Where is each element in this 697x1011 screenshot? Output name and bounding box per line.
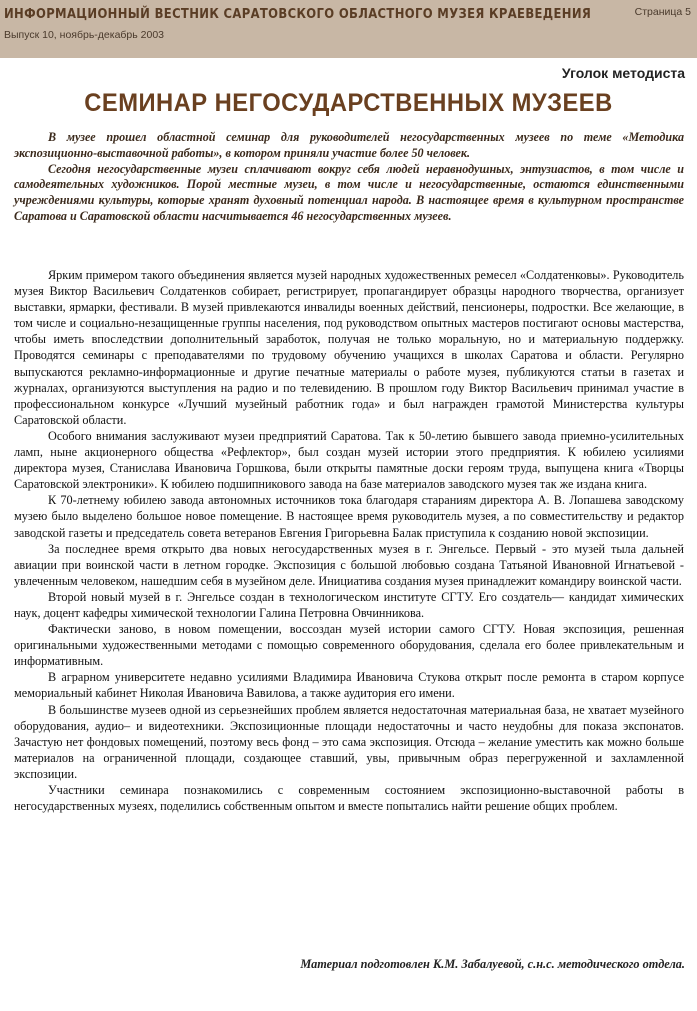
lead-paragraph: В музее прошел областной семинар для руководителей негосударственных музеев по теме «Методика экспозиционно-выставочной работы», в котором приняли участие более 50 человек.	[14, 130, 684, 160]
bulletin-title: ИНФОРМАЦИОННЫЙ ВЕСТНИК САРАТОВСКОГО ОБЛАСТНОГО МУЗЕЯ КРАЕВЕДЕНИЯ	[4, 6, 592, 22]
issue-info: Выпуск 10, ноябрь-декабрь 2003	[4, 29, 165, 41]
body-paragraph: Ярким примером такого объединения является музей народных художественных ремесел «Солдатенковы». Руководитель музея Виктор Васильевич Солдатенков собирает, регистрирует, пропагандирует образцы народного творчества, организует выставки, ярмарки, фестивали. В музей привлекаются инвалиды военных действий, пенсионеры, подростки. Все желающие, в том числе и социально-незащищенные группы населения, под руководством опытных мастеров постигают основы мастерства, чтобы иметь впоследствии дополнительный заработок, получая не только моральную, но и материальную поддержку. Проводятся семинары с преподавателями по трудовому обучению учащихся в школах Саратова и области. Регулярно выпускаются рекламно-информационные и другие печатные материалы о работе музея, публикуются статьи в газетах и журналах, организуются выступления на радио и по телевидению. В прошлом году Виктор Васильевич принимал участие в профессиональном конкурсе «Лучший музейный работник года» и был награжден грамотой Министерства культуры Саратовской области.	[14, 268, 684, 427]
author-signature: Материал подготовлен К.М. Забалуевой, с.н.с. методического отдела.	[300, 957, 685, 971]
body-paragraph: За последнее время открыто два новых негосударственных музея в г. Энгельсе. Первый - это музей тыла дальней авиации при воинской части в летном городке. Экспозиция с большой любовью создана Татьяной Ивановной Игнатьевой - увлеченным человеком, нашедшим себя в музейном деле. Инициатива создания музея принадлежит командиру воинской части.	[14, 541, 684, 588]
body-paragraph: В большинстве музеев одной из серьезнейших проблем является недостаточная материальная база, не хватает музейного оборудования, аудио– и видеотехники. Экспозиционные площади недостаточны и часто неудобны для показа экспонатов. Зачастую нет фондовых помещений, поэтому весь фонд – это сама экспозиция. Отсюда – желание уместить как можно больше материалов на ограниченной площади, создающее ставший, увы, привычным образ перегруженной и захламленной экспозиции.	[14, 702, 684, 781]
article-body	[14, 267, 684, 814]
body-paragraph: Фактически заново, в новом помещении, воссоздан музей истории самого СГТУ. Новая экспозиция, решенная оригинальными художественными методами с помощью современного оборудования, сделала его более привлекательным и информативным.	[14, 622, 684, 669]
lead-paragraph: Сегодня негосударственные музеи сплачивают вокруг себя людей неравнодушных, энтузиастов, в том числе и самодеятельных художников. Порой местные музеи, в том числе и негосударственные, остаются единственными учреждениями культуры, которые хранят духовный потенциал народа. В настоящее время в культурном пространстве Саратова и Саратовской области насчитывается 46 негосударственных музеев.	[14, 161, 684, 223]
body-paragraph: В аграрном университете недавно усилиями Владимира Ивановича Стукова открыт после ремонта в старом корпусе мемориальный кабинет Николая Ивановича Вавилова, а также аудитория его имени.	[14, 670, 684, 701]
body-paragraph: Участники семинара познакомились с современным состоянием экспозиционно-выставочной работы в негосударственных музеях, поделились собственным опытом и вместе попытались найти решение общих проблем.	[14, 783, 684, 814]
article-title: СЕМИНАР НЕГОСУДАРСТВЕННЫХ МУЗЕЕВ	[84, 89, 613, 117]
body-paragraph: К 70-летнему юбилею завода автономных источников тока благодаря стараниям директора А. В. Лопашева заводскому музею было выделено большое новое помещение. В настоящее время руководитель музея, а по совместительству и редактор заводской газеты и председатель совета ветеранов Евгения Григорьевна Балак приступила к созданию новой экспозиции.	[14, 493, 684, 540]
header-bar	[0, 0, 697, 58]
page-number: Страница 5	[634, 6, 691, 18]
lead-block	[14, 130, 684, 225]
section-rubric: Уголок методиста	[561, 65, 685, 81]
body-paragraph: Второй новый музей в г. Энгельсе создан в технологическом институте СГТУ. Его создатель— кандидат химических наук, доцент кафедры химической технологии Галина Петровна Овчинникова.	[14, 589, 684, 620]
body-paragraph: Особого внимания заслуживают музеи предприятий Саратова. Так к 50-летию бывшего завода приемно-усилительных ламп, ныне акционерного общества «Рефлектор», был создан музей истории этого предприятия. К юбилею усилиями директора музея, Станислава Ивановича Горшкова, были открыты памятные доски героям труда, выпущена книга «Творцы Саратовской электроники». К юбилею подшипникового завода на базе материалов заводского музея так же издана книга.	[14, 428, 684, 492]
